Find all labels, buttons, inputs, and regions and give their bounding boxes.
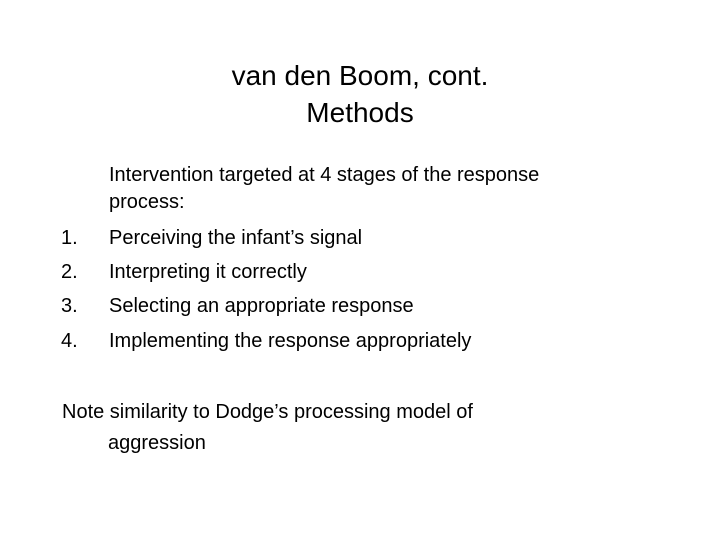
list-item [0, 227, 720, 257]
note-line: aggression [108, 432, 206, 454]
list-item [0, 295, 720, 325]
intro-line: process: [109, 191, 185, 213]
list-item-number: 2. [61, 261, 78, 283]
intro-line: Intervention targeted at 4 stages of the response [109, 164, 540, 186]
list-item-number: 3. [61, 295, 78, 317]
slide-title: van den Boom, cont. [231, 60, 489, 91]
list-item-text: Interpreting it correctly [109, 261, 307, 283]
note-paragraph [62, 397, 622, 459]
slide-subtitle: Methods [306, 97, 414, 128]
list-item-number: 1. [61, 227, 78, 249]
note-line: Note similarity to Dodge’s processing model of [62, 401, 473, 423]
list-item-number: 4. [61, 330, 78, 352]
list-item-text: Selecting an appropriate response [109, 295, 414, 317]
list-item-text: Perceiving the infant’s signal [109, 227, 363, 249]
list-item [0, 330, 720, 360]
list-item [0, 261, 720, 291]
list-item-text: Implementing the response appropriately [109, 330, 472, 352]
intro-paragraph [109, 162, 669, 216]
